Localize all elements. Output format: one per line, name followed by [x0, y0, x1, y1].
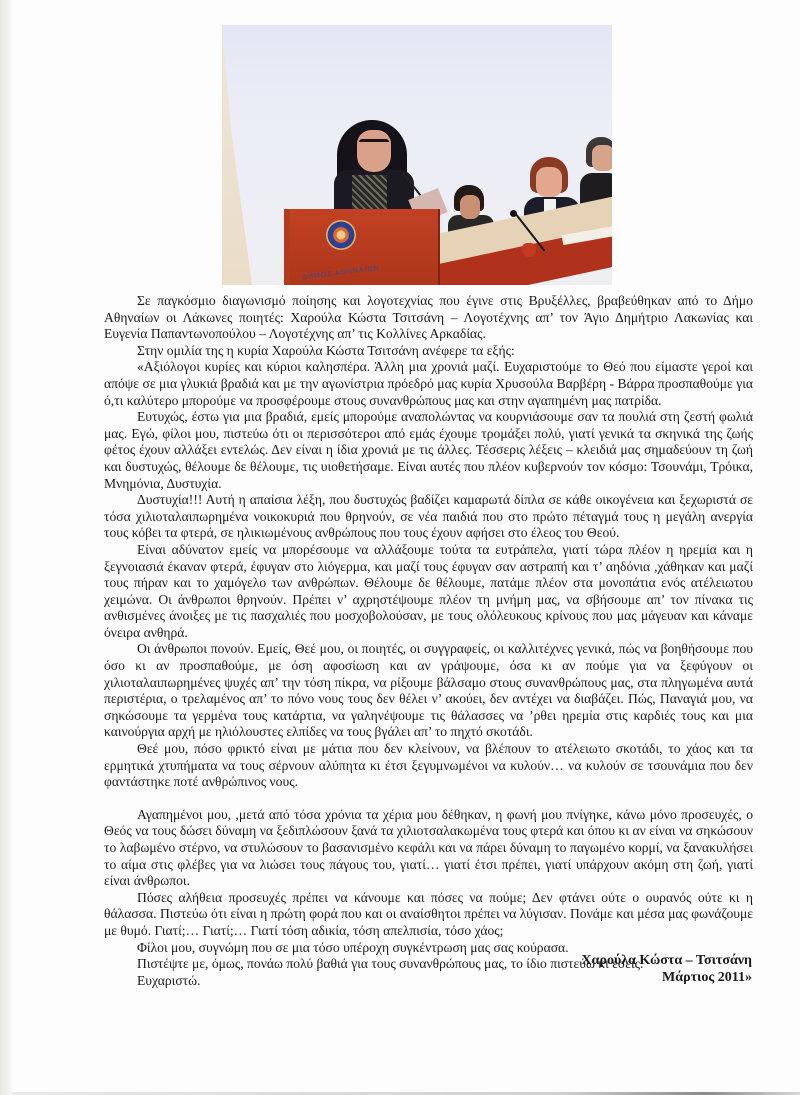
- panelist-3-face: [536, 167, 562, 197]
- red-pouch: [522, 243, 536, 257]
- podium-label: ΔΗΜΟΣ ΑΘΗΝΑΙΩΝ: [302, 264, 381, 282]
- paragraph-intro: Σε παγκόσμιο διαγωνισμό ποίησης και λογοτεχνίας που έγινε στις Βρυξέλλες, βραβεύθηκαν από το Δήμο Αθηναίων οι Λάκωνες ποιητές: Χαρούλα Κώστα Τσιτσάνη – Λογοτέχνης απ’ τον Άγιο Δημήτριο Λακωνίας και Ευγενία Παπαντωνοπούλου – Λογοτέχνης απ’ τις Κολλίνες Αρκαδίας.: [104, 293, 753, 342]
- paragraph-believe-me: Πιστέψτε με, όμως, πονάω πολύ βαθιά για τους συνανθρώπους μας, το ίδιο πιστεύω κι εσείς.: [137, 956, 644, 972]
- paragraph-fortunately: Ευτυχώς, έστω για μια βραδιά, εμείς μπορούμε αναπολώντας να κουρνιάσουμε σαν τα πουλιά στη ζεστή φωλιά μας. Εγώ, φίλοι μου, πιστεύω ότι οι περισσότεροι από εμάς έχουμε τρομάξει πολύ, γιατί γενικά τα σκηνικά της ζωής φέτος έχουν αλλάξει εντελώς. Δεν είναι η ίδια χρονιά με τις άλλες. Τέσσερις λέξεις – κλειδιά μας σημαδεύουν τη ζωή και δυστυχώς, θέλουμε δε θέλουμε, τις υιοθετήσαμε. Είναι αυτές που πλέον κυβερνούν τον κόσμο: Τσουνάμι, Τρόικα, Μνημόνια, Δυστυχία.: [104, 409, 753, 491]
- scan-page-edge: [0, 0, 12, 1095]
- athens-municipality-emblem-icon: [326, 220, 356, 250]
- paragraph-speech-intro: Στην ομιλία της η κυρία Χαρούλα Κώστα Τσιτσάνη ανέφερε τα εξής:: [137, 342, 515, 358]
- signature-block: [582, 952, 752, 986]
- signature-date: Μάρτιος 2011»: [662, 970, 752, 985]
- paragraph-greeting: «Αξιόλογοι κυρίες και κύριοι καλησπέρα. Άλλη μια χρονιά μαζί. Ευχαριστούμε το Θεό που είμαστε γεροί και απόψε σε μια γλυκιά βραδιά και με την αγωνίστρια πρόεδρό μας κυρία Χρυσούλα Βαρβέρη - Βάρρα προσπαθούμε για ό,τι καλύτερο μπορούμε να προσφέρουμε στους συνανθρώπους μας και στην αγαπημένη μας πατρίδα.: [104, 359, 753, 408]
- photo-wall-shadow: [222, 25, 252, 285]
- paragraph-my-god: Θεέ μου, πόσο φρικτό είναι με μάτια που δεν κλείνουν, να βλέπουν το ατέλειωτο σκοτάδι, το χάος και τα ερμητικά χτυπήματα να τους σέρνουν αλύπητα κι έτσι ξεγυμνωμένοι να κυλούν… να κυλούν σε τσουνάμια που δεν φαντάστηκε ποτέ ανθρώπινος νους.: [104, 741, 753, 790]
- paragraph-beloved: Αγαπημένοι μου, ,μετά από τόσα χρόνια τα χέρια μου δέθηκαν, η φωνή μου πνίγηκε, κάνω μόνο προσευχές, ο Θεός να τους δώσει δύναμη να ξεδιπλώσουν ξανά τα χιλιοτσαλακωμένα τους φτερά και όπου κι αν είναι να σηκώσουν το λαβωμένο στέρνο, να στυλώσουν το βασανισμένο κεφάλι και να πάρει δύναμη το παγωμένο κορμί, να ξανακυλήσει το αίμα στις φλέβες για να λιώσει τους πάγους του, γιατί… γιατί έτσι πρέπει, γιατί υπάρχουν ακόμη στη ζωή, γιατί είναι άνθρωποι.: [104, 806, 753, 889]
- paragraph-people-suffer: Οι άνθρωποι πονούν. Εμείς, Θεέ μου, οι ποιητές, οι συγγραφείς, οι καλλιτέχνες γενικά, πώς να βοηθήσουμε που όσο κι αν προσπαθούμε, με όση αφοσίωση και αν γράψουμε, όσα κι αν πούμε για να ξεφύγουν οι χιλιοταλαιπωρημένες ψυχές απ’ την τόση πίκρα, να ρίξουμε βάλσαμο στους συνανθρώπους μας, στα πληγωμένα αυτά περιστέρια, ο τρελαμένος απ’ το πόνο νους τους δεν θέλει ν’ ακούει, δεν αντέχει να διαβάζει. Πώς, Παναγιά μου, να σηκώσουμε τα γερμένα τους κατάρτια, να γαληνέψουμε τις θάλασσες να ’ρθει ηρεμία στις καρδιές τους και μια καινούργια αρχή με ηλιόλουστες ελπίδες να τους βγάλει απ’ το πηχτό σκοτάδι.: [104, 641, 753, 740]
- paragraph-impossible: Είναι αδύνατον εμείς να μπορέσουμε να αλλάξουμε τούτα τα ευτράπελα, γιατί τώρα πλέον η ηρεμία και η ξεγνοιασιά έκαναν φτερά, έφυγαν στο λιόγερμα, και μαζί τους έφυγαν σαν αστραπή και τ’ αηδόνια ,χάθηκαν και μαζί τους πήραν και το χαμόγελο των ανθρώπων. Θέλουμε δε θέλουμε, πατάμε πλέον στα μονοπάτια ενός ατέλειωτου χειμώνα. Οι άνθρωποι θρηνούν. Πρέπει ν’ αχρηστέψουμε πλέον τη μνήμη μας, να σβήσουμε απ’ τον πίνακα τις ανθισμένες άνοιξες με τις πασχαλιές που μοσχοβολούσαν, με τους ολόλευκους κρίνους που μας μάγευαν και κάναμε όνειρα ανθηρά.: [104, 541, 753, 640]
- paragraph-prayers: Πόσες αλήθεια προσευχές πρέπει να κάνουμε και πόσες να πούμε; Δεν φτάνει ούτε ο ουρανός ούτε κι η θάλασσα. Πιστεύω ότι είναι η πρώτη φορά που και οι αναίσθητοι πρέπει να λύγισαν. Πονάμε και μέσα μας φωνάζουμε με θυμό. Γιατί;… Γιατί;… Γιατί τόση αδικία, τόση απελπισία, τόσο χάος;: [104, 889, 753, 938]
- speaker-glasses: [359, 139, 389, 148]
- panelist-4-face: [592, 145, 612, 171]
- speaker-face: [357, 130, 391, 172]
- panelist-2-face: [460, 195, 480, 219]
- signature-name: Χαρούλα Κώστα – Τσιτσάνη: [581, 953, 752, 968]
- paragraph-apology: Φίλοι μου, συγνώμη που σε μια τόσο υπέροχη συγκέντρωση μας σας κούρασα.: [137, 939, 569, 955]
- paragraph-misfortune: Δυστυχία!!! Αυτή η απαίσια λέξη, που δυστυχώς βαδίζει καμαρωτά δίπλα σε κάθε οικογένεια και ξεχωριστά σε τόσα χιλιοταλαιπωρημένα νοικοκυριά που θρηνούν, σε νέα παιδιά που στο πρώτο πέταγμά τους η μεγάλη ανεργία τους κόβει τα φτερά, σε ηλικιωμένους ανθρώπους που τους έχουν αφήσει στο έλεος του Θεού.: [104, 492, 753, 541]
- paragraph-thanks: Ευχαριστώ.: [137, 972, 201, 988]
- event-photo: [222, 25, 612, 285]
- article-body: [104, 293, 753, 989]
